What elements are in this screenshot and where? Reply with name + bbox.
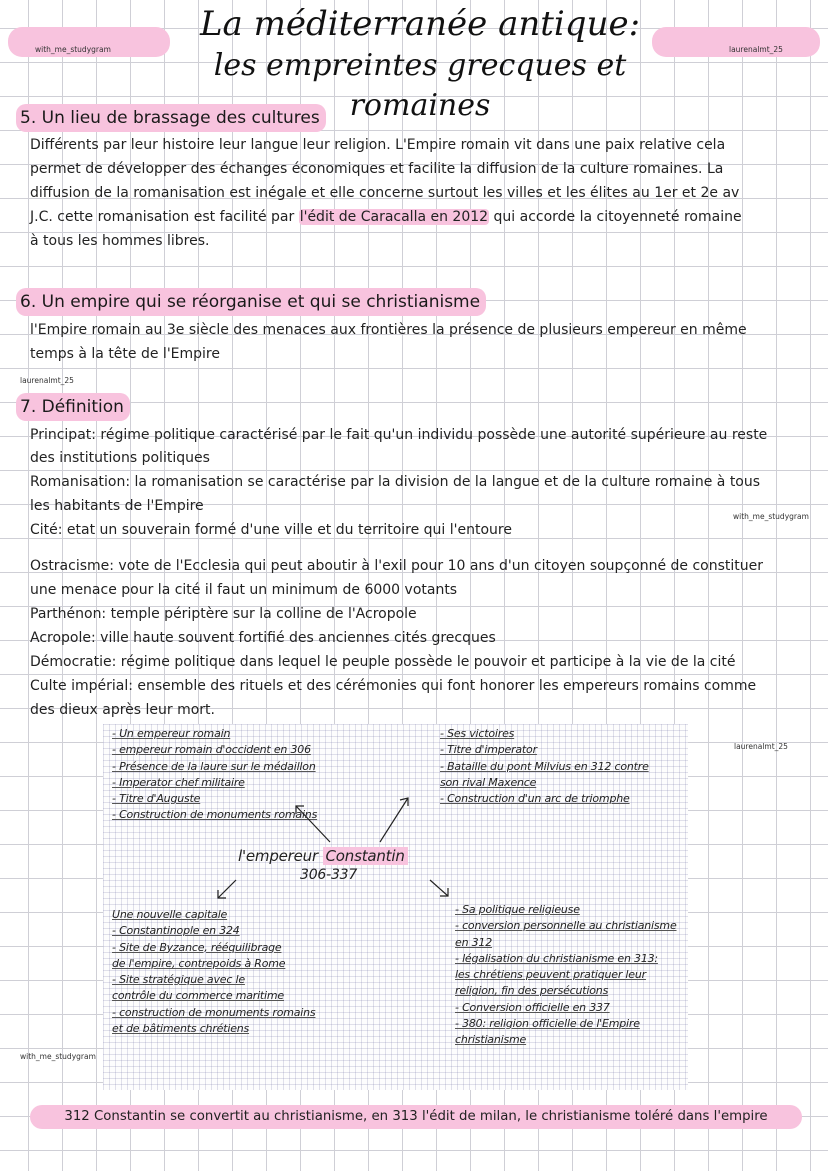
definition-line-10: Démocratie: régime politique dans lequel le peuple possède le pouvoir et participe à la vie de la cité bbox=[30, 654, 736, 670]
diagram-center-label: l'empereur bbox=[238, 847, 318, 865]
diagram-text: en 312 bbox=[455, 935, 493, 949]
diagram-text: christianisme bbox=[455, 1033, 527, 1047]
section-5-line-4-end: qui accorde la citoyenneté romaine bbox=[493, 209, 742, 225]
diagram-text: - légalisation du christianisme en 313: bbox=[455, 951, 658, 965]
diagram-text: - Construction de monuments romains bbox=[112, 808, 318, 822]
section-7-heading: 7. Définition bbox=[16, 393, 130, 421]
page-title-line2: les empreintes grecques et romaines bbox=[213, 48, 627, 123]
handle-left: with_me_studygram bbox=[35, 45, 111, 54]
diagram-text: - Titre d'Auguste bbox=[112, 792, 201, 806]
section-5-line-1: Différents par leur histoire leur langue leur religion. L'Empire romain vit dans une paix relative cela bbox=[30, 137, 726, 153]
diagram-text: - Un empereur romain bbox=[112, 727, 231, 740]
diagram-text: son rival Maxence bbox=[440, 775, 537, 789]
definition-line-6: Ostracisme: vote de l'Ecclesia qui peut aboutir à l'exil pour 10 ans d'un citoyen soupçonné de constituer bbox=[30, 558, 764, 574]
diagram-text: - 380: religion officielle de l'Empire bbox=[455, 1017, 640, 1031]
diagram-text: - Bataille du pont Milvius en 312 contre bbox=[440, 759, 649, 773]
diagram-text: - empereur romain d'occident en 306 bbox=[112, 743, 311, 757]
diagram-text: - Constantinople en 324 bbox=[112, 924, 240, 938]
definition-line-1: Principat: régime politique caractérisé par le fait qu'un individu possède une autorité supérieure au reste bbox=[30, 427, 768, 443]
diagram-bottom-right bbox=[455, 902, 677, 1049]
diagram-text: - Sa politique religieuse bbox=[455, 903, 580, 916]
section-6-line-2: temps à la tête de l'Empire bbox=[30, 346, 220, 362]
footer-summary: 312 Constantin se convertit au christianisme, en 313 l'édit de milan, le christianisme toléré dans l'empire bbox=[30, 1105, 802, 1129]
section-5-line-3: diffusion de la romanisation est inégale et elle concerne surtout les villes et les élites au 1er et 2e av bbox=[30, 185, 740, 201]
diagram-text: - Site de Byzance, rééquilibrage bbox=[112, 940, 282, 954]
diagram-text: - Site stratégique avec le bbox=[112, 973, 245, 987]
diagram-text: Une nouvelle capitale bbox=[112, 908, 228, 921]
watermark-scan-left: with_me_studygram bbox=[20, 1052, 96, 1061]
definition-line-12: des dieux après leur mort. bbox=[30, 702, 215, 718]
definition-line-11: Culte impérial: ensemble des rituels et des cérémonies qui font honorer les empereurs romains comme bbox=[30, 678, 757, 694]
diagram-center-name: Constantin bbox=[323, 847, 408, 865]
handle-right: laurenalmt_25 bbox=[729, 45, 783, 54]
diagram-bottom-left bbox=[112, 907, 315, 1037]
section-6-line-1: l'Empire romain au 3e siècle des menaces aux frontières la présence de plusieurs empereur en même bbox=[30, 322, 747, 338]
diagram-text: - Présence de la laure sur le médaillon bbox=[112, 759, 316, 773]
diagram-center-dates: 306-337 bbox=[300, 867, 358, 883]
definition-line-7: une menace pour la cité il faut un minimum de 6000 votants bbox=[30, 582, 458, 598]
diagram-text: - construction de monuments romains bbox=[112, 1005, 316, 1019]
diagram-text: - conversion personnelle au christianisme bbox=[455, 919, 677, 933]
diagram-text: - Ses victoires bbox=[440, 727, 515, 740]
definition-line-5: Cité: etat un souverain formé d'une ville et du territoire qui l'entoure bbox=[30, 522, 512, 538]
section-5-line-4-start: J.C. cette romanisation est facilité par bbox=[30, 209, 295, 225]
section-5-heading: 5. Un lieu de brassage des cultures bbox=[16, 104, 326, 132]
caracalla-highlight: l'édit de Caracalla en 2012 bbox=[299, 209, 489, 225]
diagram-text: les chrétiens peuvent pratiquer leur bbox=[455, 968, 646, 982]
watermark-mid-right: with_me_studygram bbox=[733, 512, 809, 521]
section-5-line-2: permet de développer des échanges économiques et facilite la diffusion de la culture romaines. La bbox=[30, 161, 724, 177]
section-5-line-5: à tous les hommes libres. bbox=[30, 233, 210, 249]
diagram-text: - Imperator chef militaire bbox=[112, 775, 245, 789]
definition-line-2: des institutions politiques bbox=[30, 450, 210, 466]
definition-line-3: Romanisation: la romanisation se caractérise par la division de la langue et de la culture romaine à tous bbox=[30, 474, 761, 490]
section-6-heading: 6. Un empire qui se réorganise et qui se christianisme bbox=[16, 288, 486, 316]
diagram-text: et de bâtiments chrétiens bbox=[112, 1022, 250, 1036]
definition-line-9: Acropole: ville haute souvent fortifié des anciennes cités grecques bbox=[30, 630, 496, 646]
diagram-text: - Conversion officielle en 337 bbox=[455, 1000, 610, 1014]
diagram-text: de l'empire, contrepoids à Rome bbox=[112, 956, 286, 970]
definition-line-4: les habitants de l'Empire bbox=[30, 498, 204, 514]
watermark-scan-right: laurenalmt_25 bbox=[734, 742, 788, 751]
definition-line-8: Parthénon: temple périptère sur la colline de l'Acropole bbox=[30, 606, 417, 622]
diagram-text: religion, fin des persécutions bbox=[455, 984, 609, 998]
page-title-line1: La méditerranée antique: bbox=[199, 4, 641, 44]
watermark-mid-left: laurenalmt_25 bbox=[20, 376, 74, 385]
diagram-text: - Titre d'imperator bbox=[440, 743, 537, 757]
diagram-text: - Construction d'un arc de triomphe bbox=[440, 792, 630, 806]
diagram-text: contrôle du commerce maritime bbox=[112, 989, 284, 1003]
